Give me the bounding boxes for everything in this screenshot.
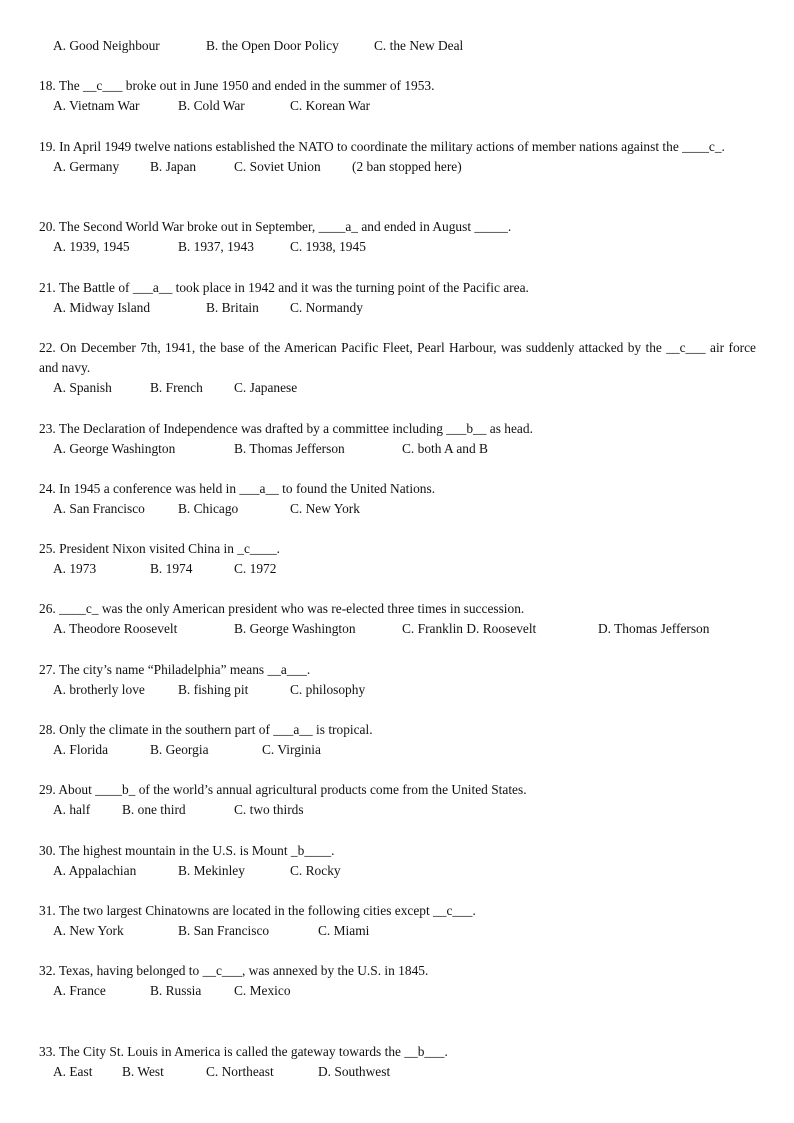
question-stem: 30. The highest mountain in the U.S. is Mount _b____. [39, 843, 335, 858]
option-b: B. one third [122, 802, 186, 817]
option-d: D. Southwest [318, 1064, 391, 1079]
option-c: C. New York [290, 501, 360, 516]
question-22 [39, 338, 756, 398]
question-stem: 27. The city’s name “Philadelphia” means __a___. [39, 662, 311, 677]
option-b: B. Russia [150, 983, 202, 998]
question-stem: 32. Texas, having belonged to __c___, was annexed by the U.S. in 1845. [39, 963, 429, 978]
question-stem: 28. Only the climate in the southern part of ___a__ is tropical. [39, 722, 373, 737]
question-17-options-block [39, 36, 756, 56]
option-c: C. 1972 [234, 561, 277, 576]
question-options [39, 439, 756, 459]
option-c: C. Virginia [262, 742, 321, 757]
option-b: B. West [122, 1064, 164, 1079]
note: (2 ban stopped here) [352, 159, 462, 174]
question-options [39, 861, 756, 881]
question-options [39, 559, 756, 579]
question-options [39, 921, 756, 941]
question-options [39, 157, 756, 177]
option-c: C. two thirds [234, 802, 304, 817]
question-20 [39, 217, 756, 257]
option-c: C. Soviet Union [234, 159, 321, 174]
option-a: A. Vietnam War [53, 98, 140, 113]
option-a: A. San Francisco [53, 501, 145, 516]
question-28 [39, 720, 756, 760]
question-options [39, 298, 756, 318]
option-b: B. 1937, 1943 [178, 239, 254, 254]
question-options [39, 96, 756, 116]
option-a: A. brotherly love [53, 682, 145, 697]
option-c: C. Korean War [290, 98, 371, 113]
question-options [39, 378, 756, 398]
option-a: A. Appalachian [53, 863, 137, 878]
question-stem: 21. The Battle of ___a__ took place in 1942 and it was the turning point of the Pacific area. [39, 280, 529, 295]
option-c: C. Mexico [234, 983, 291, 998]
option-b: B. Cold War [178, 98, 245, 113]
option-b: B. San Francisco [178, 923, 270, 938]
question-options [39, 499, 756, 519]
option-a: A. 1939, 1945 [53, 239, 130, 254]
question-19 [39, 137, 756, 177]
option-a: A. Spanish [53, 380, 112, 395]
question-30 [39, 841, 756, 881]
question-23 [39, 419, 756, 459]
option-a: A. France [53, 983, 106, 998]
question-stem: 24. In 1945 a conference was held in ___a__ to found the United Nations. [39, 481, 436, 496]
option-c: C. Franklin D. Roosevelt [402, 621, 537, 636]
question-stem: 29. About ____b_ of the world’s annual agricultural products come from the United States. [39, 782, 527, 797]
option-b: B. Britain [206, 300, 259, 315]
question-stem: 23. The Declaration of Independence was drafted by a committee including ___b__ as head. [39, 421, 533, 436]
question-24 [39, 479, 756, 519]
question-stem: 31. The two largest Chinatowns are located in the following cities except __c___. [39, 903, 476, 918]
option-c: C. the New Deal [374, 38, 464, 53]
option-a: A. Germany [53, 159, 120, 174]
question-options [39, 36, 756, 56]
option-c: C. Rocky [290, 863, 341, 878]
option-a: A. Florida [53, 742, 109, 757]
option-d: D. Thomas Jefferson [598, 621, 710, 636]
option-a: A. East [53, 1064, 93, 1079]
question-26 [39, 599, 756, 639]
option-b: B. George Washington [234, 621, 356, 636]
option-a: A. Theodore Roosevelt [53, 621, 178, 636]
option-a: A. 1973 [53, 561, 97, 576]
question-18 [39, 76, 756, 116]
option-c: C. Miami [318, 923, 370, 938]
question-31 [39, 901, 756, 941]
option-b: B. 1974 [150, 561, 193, 576]
question-stem: 18. The __c___ broke out in June 1950 and ended in the summer of 1953. [39, 78, 435, 93]
question-25 [39, 539, 756, 579]
option-c: C. Japanese [234, 380, 298, 395]
question-21 [39, 278, 756, 318]
question-stem: 22. On December 7th, 1941, the base of the American Pacific Fleet, Pearl Harbour, was suddenly attacked by the __c___ air force and navy. [39, 340, 756, 375]
option-c: C. both A and B [402, 441, 488, 456]
question-33 [39, 1042, 756, 1082]
option-c: C. philosophy [290, 682, 366, 697]
option-b: B. French [150, 380, 203, 395]
question-32 [39, 961, 756, 1001]
question-stem: 20. The Second World War broke out in September, ____a_ and ended in August _____. [39, 219, 512, 234]
option-a: A. George Washington [53, 441, 176, 456]
question-options [39, 800, 756, 820]
option-b: B. Chicago [178, 501, 239, 516]
question-stem: 19. In April 1949 twelve nations established the NATO to coordinate the military actions of member nations against the ____c_. [39, 139, 725, 154]
question-stem: 25. President Nixon visited China in _c____. [39, 541, 281, 556]
option-c: C. Northeast [206, 1064, 274, 1079]
option-a: A. New York [53, 923, 124, 938]
question-29 [39, 780, 756, 820]
option-b: B. Mekinley [178, 863, 245, 878]
question-options [39, 237, 756, 257]
option-b: B. fishing pit [178, 682, 249, 697]
question-27 [39, 660, 756, 700]
option-b: B. Japan [150, 159, 197, 174]
question-options [39, 1062, 756, 1082]
option-a: A. half [53, 802, 91, 817]
option-c: C. Normandy [290, 300, 363, 315]
question-stem: 33. The City St. Louis in America is called the gateway towards the __b___. [39, 1044, 448, 1059]
option-b: B. Thomas Jefferson [234, 441, 345, 456]
question-options [39, 680, 756, 700]
question-stem: 26. ____c_ was the only American president who was re-elected three times in succession. [39, 601, 525, 616]
option-a: A. Good Neighbour [53, 38, 160, 53]
option-a: A. Midway Island [53, 300, 151, 315]
question-options [39, 981, 756, 1001]
question-options [39, 740, 756, 760]
option-b: B. the Open Door Policy [206, 38, 339, 53]
option-c: C. 1938, 1945 [290, 239, 366, 254]
option-b: B. Georgia [150, 742, 209, 757]
question-options [39, 619, 756, 639]
